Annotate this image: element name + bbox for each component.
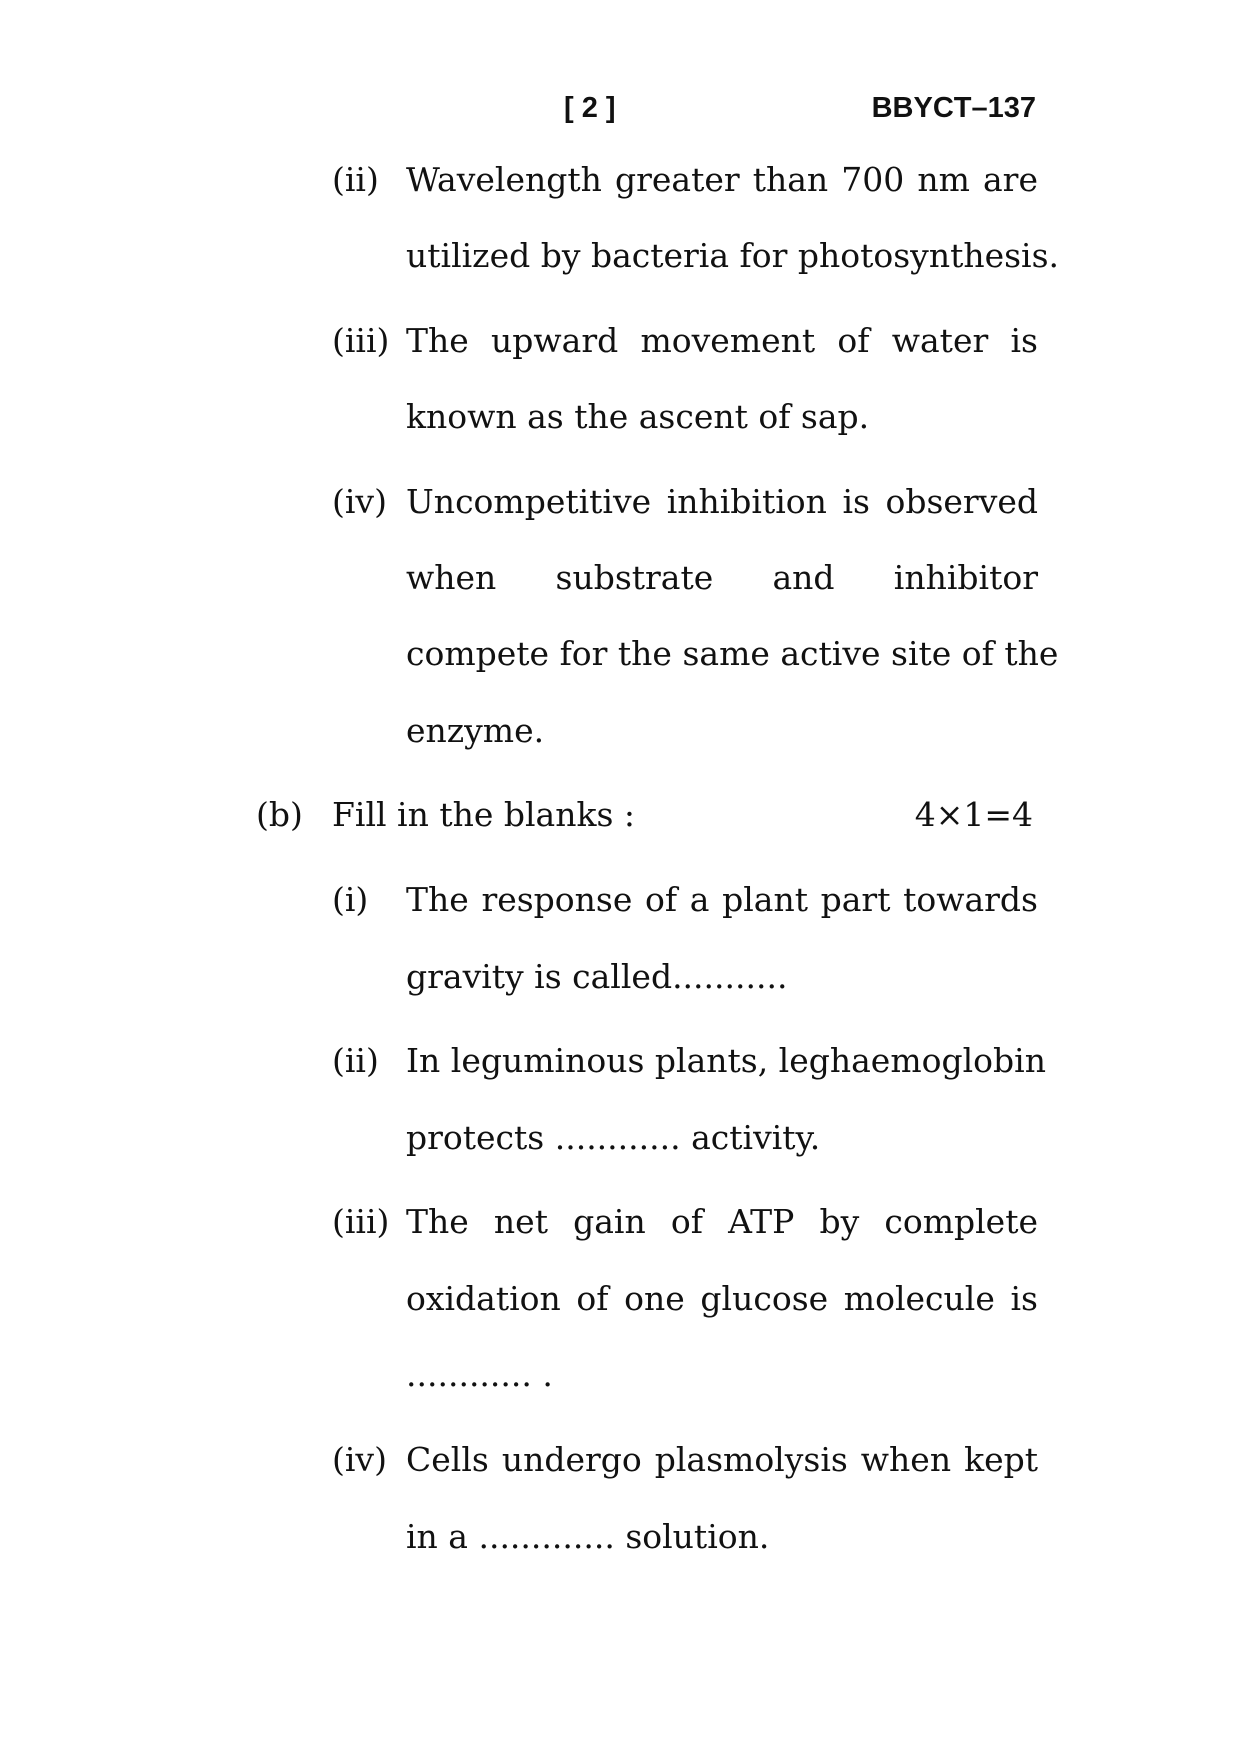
course-code: BBYCT–137 (871, 92, 1036, 124)
item-text: Cells undergo plasmolysis when kept (406, 1440, 1038, 1479)
page-number: [ 2 ] (564, 92, 616, 124)
item-text: In leguminous plants, leghaemoglobin (406, 1041, 1046, 1080)
item-text: The upward movement of water is (406, 321, 1038, 360)
marks-allocation: 4×1=4 (914, 795, 1033, 834)
item-number: (i) (332, 880, 369, 919)
item-text: compete for the same active site of the (406, 634, 1059, 673)
item-text: known as the ascent of sap. (406, 397, 870, 436)
section-label: (b) (256, 795, 303, 834)
item-text: utilized by bacteria for photosynthesis. (406, 236, 1060, 275)
item-text: Uncompetitive inhibition is observed (406, 482, 1038, 521)
item-text: The net gain of ATP by complete (406, 1202, 1038, 1241)
item-text: when substrate and inhibitor (406, 558, 1038, 597)
item-number: (iii) (332, 1202, 390, 1241)
item-text: Wavelength greater than 700 nm are (406, 160, 1038, 199)
item-text: ............ . (406, 1355, 553, 1394)
item-text: in a ............. solution. (406, 1517, 770, 1556)
item-number: (iii) (332, 321, 390, 360)
item-number: (ii) (332, 1041, 379, 1080)
item-text: enzyme. (406, 711, 545, 750)
item-number: (iv) (332, 482, 387, 521)
item-number: (iv) (332, 1440, 387, 1479)
item-text: oxidation of one glucose molecule is (406, 1279, 1038, 1318)
item-number: (ii) (332, 160, 379, 199)
item-text: The response of a plant part towards (406, 880, 1038, 919)
item-text: gravity is called........... (406, 957, 788, 996)
item-text: protects ............ activity. (406, 1118, 821, 1157)
section-instruction: Fill in the blanks : (332, 795, 636, 834)
